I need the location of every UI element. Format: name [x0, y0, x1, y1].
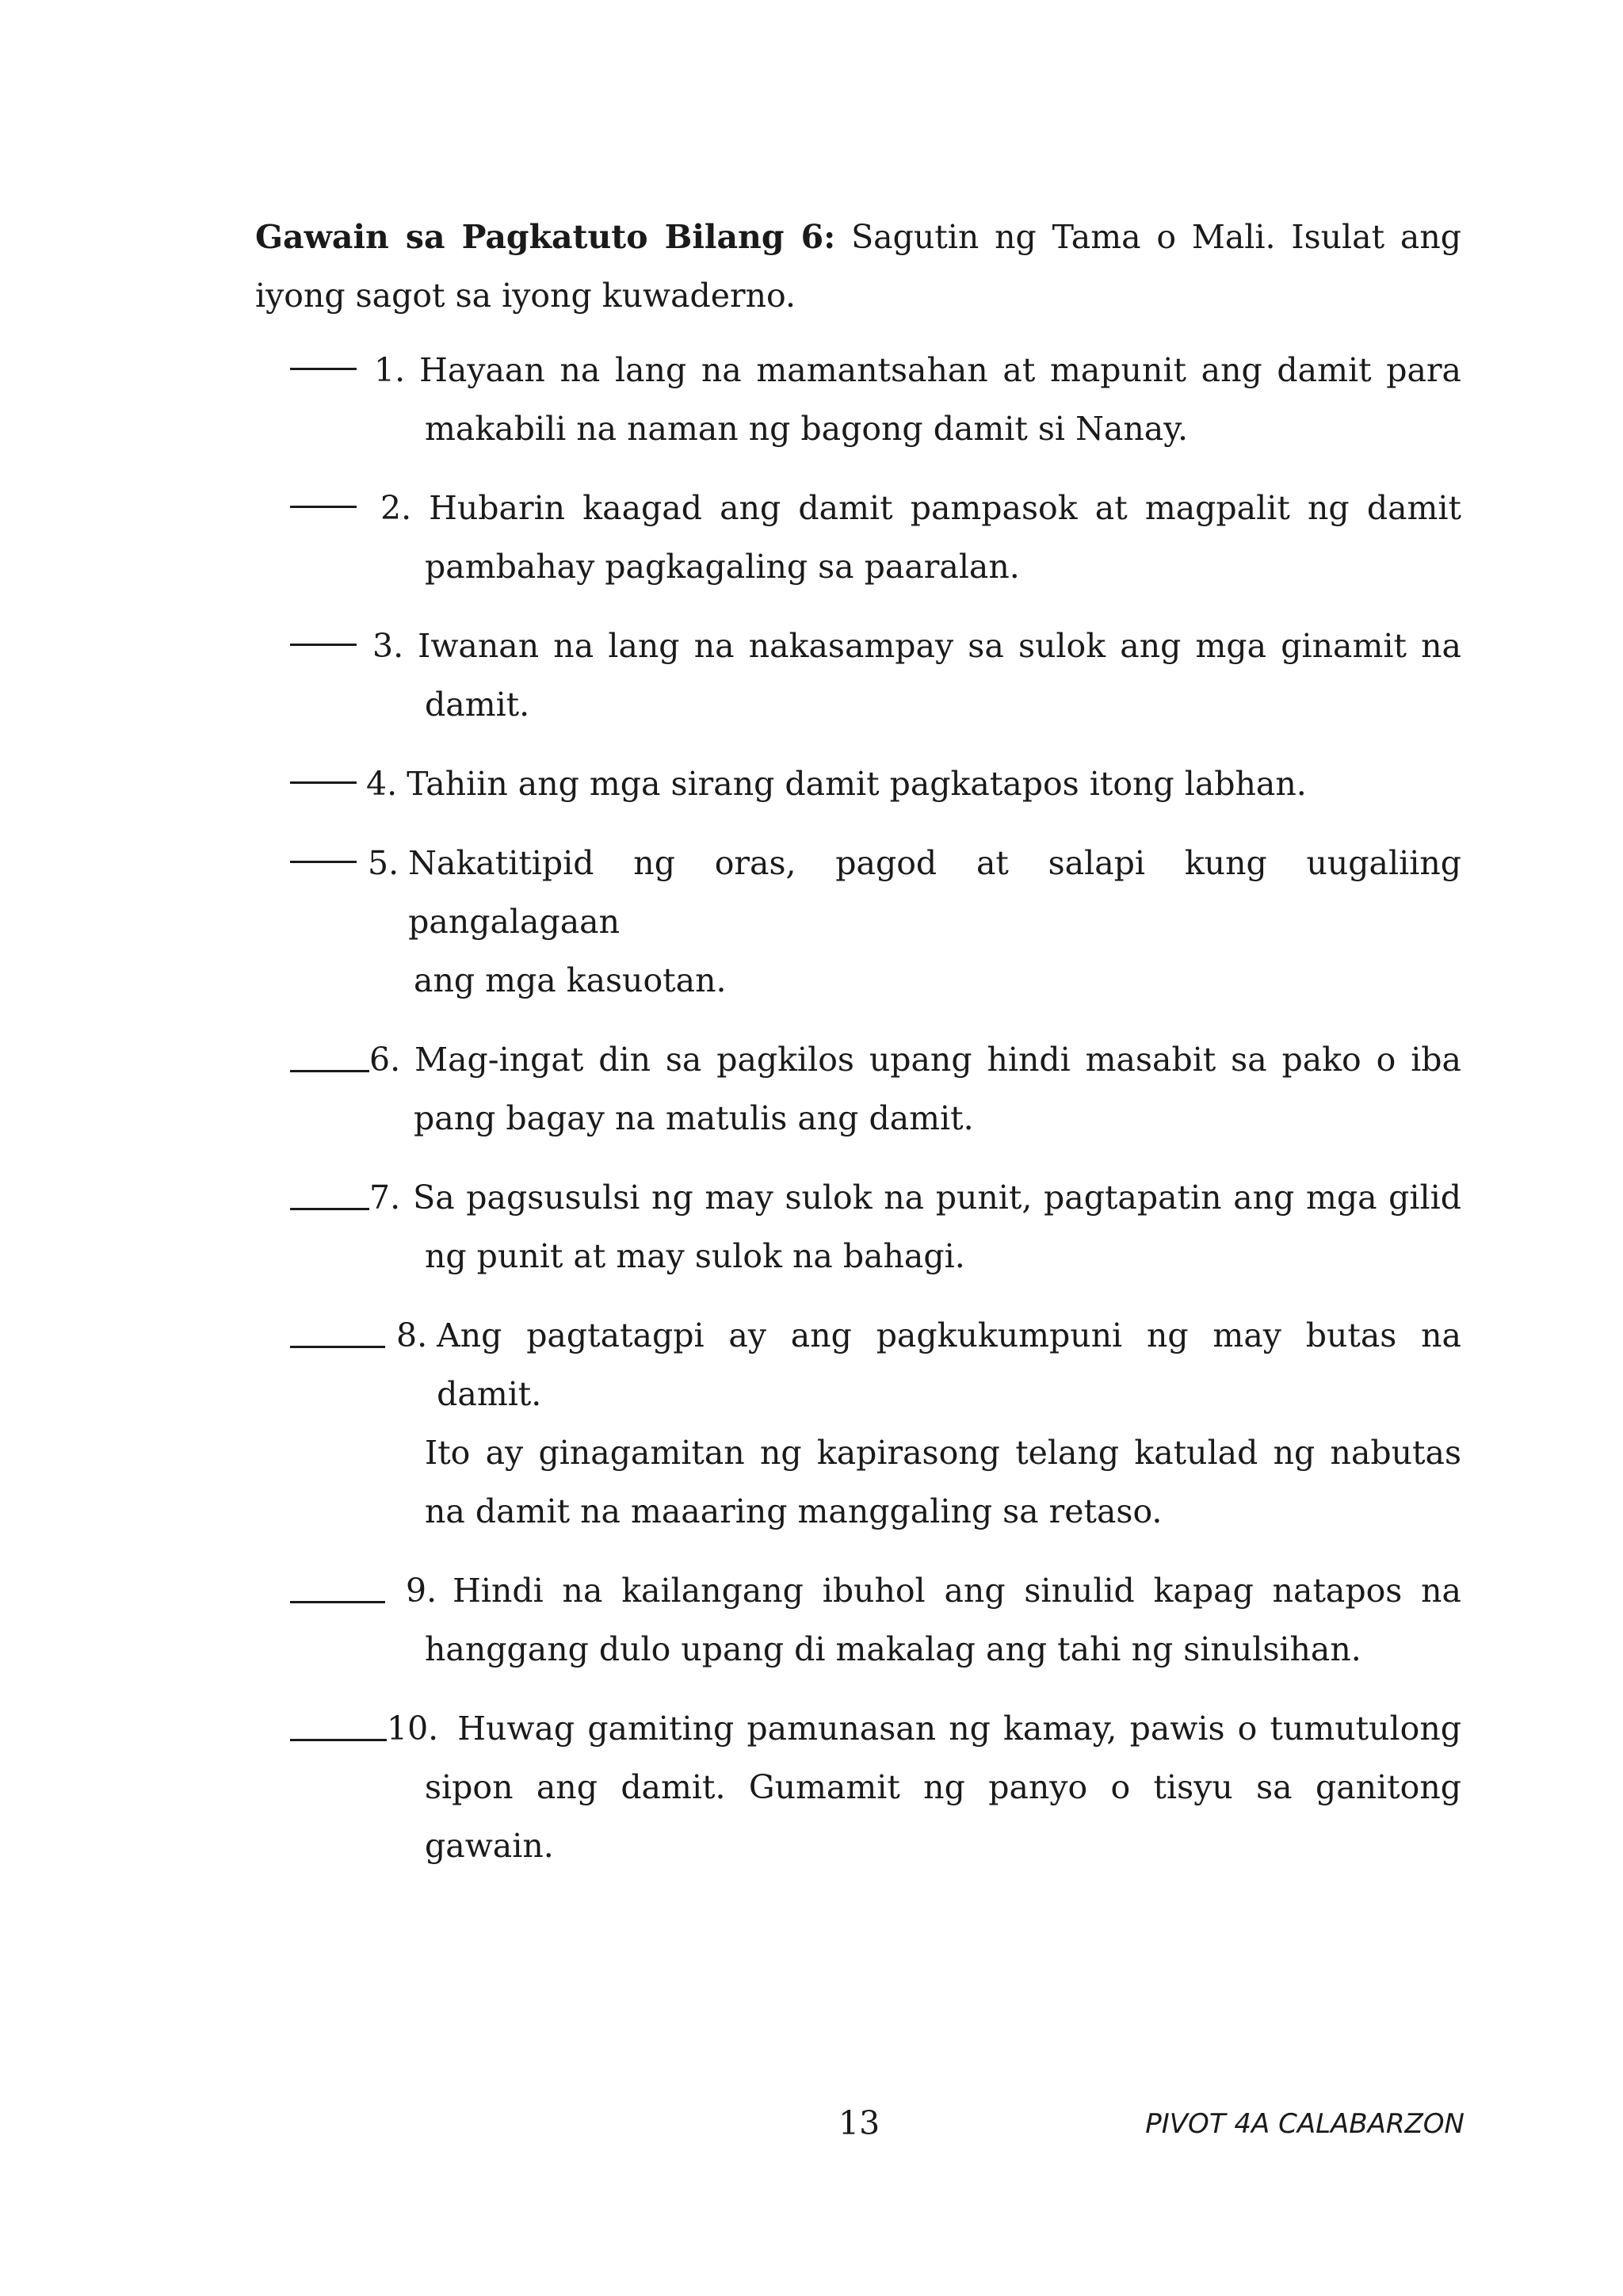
question-number: 3. [372, 627, 404, 665]
question-item [290, 1699, 1461, 1875]
question-number: 7. [369, 1179, 401, 1217]
question-number: 5. [368, 844, 399, 882]
question-text: Tahiin ang mga sirang damit pagkatapos itong labhan. [407, 765, 1307, 803]
question-text-continued: damit. [425, 686, 530, 724]
activity-instructions [255, 208, 1461, 325]
question-number: 4. [366, 765, 398, 803]
question-number: 2. [380, 489, 412, 527]
question-item [290, 617, 1461, 734]
answer-blank[interactable] [290, 781, 357, 784]
answer-blank[interactable] [290, 861, 357, 863]
question-text-continued: pang bagay na matulis ang damit. [414, 1099, 974, 1137]
answer-blank[interactable] [290, 1739, 387, 1741]
question-text: Iwanan na lang na nakasampay sa sulok ang mga ginamit na [418, 627, 1461, 665]
question-text: Huwag gamiting pamunasan ng kamay, pawis o tumutulong [457, 1710, 1461, 1748]
answer-blank[interactable] [290, 1601, 385, 1603]
question-item [290, 1168, 1461, 1286]
question-text: Hubarin kaagad ang damit pampasok at magpalit ng damit [429, 489, 1461, 527]
question-number: 6. [369, 1041, 401, 1079]
question-item [290, 755, 1461, 813]
question-number: 9. [406, 1572, 437, 1610]
question-text: Hayaan na lang na mamantsahan at mapunit ang damit para [419, 351, 1461, 389]
question-item [290, 1030, 1461, 1148]
activity-title: Gawain sa Pagkatuto Bilang 6: [255, 218, 836, 256]
question-text-continued: Ito ay ginagamitan ng kapirasong telang katulad ng nabutas na damit na maaaring manggaling sa retaso. [425, 1434, 1461, 1530]
question-text-continued: pambahay pagkagaling sa paaralan. [425, 548, 1020, 586]
page-number: 13 [838, 2104, 880, 2142]
question-text: Ang pagtatagpi ay ang pagkukumpuni ng may butas na damit. [437, 1316, 1461, 1413]
question-list [290, 341, 1461, 1896]
activity-directions: Sagutin ng Tama o Mali. Isulat ang iyong sagot sa iyong kuwaderno. [255, 218, 1461, 315]
answer-blank[interactable] [290, 1070, 369, 1072]
question-text: Nakatitipid ng oras, pagod at salapi kung uugaliing pangalagaan [408, 844, 1461, 941]
question-text-continued: sipon ang damit. Gumamit ng panyo o tisyu sa ganitong gawain. [425, 1768, 1461, 1865]
answer-blank[interactable] [290, 368, 357, 370]
answer-blank[interactable] [290, 1208, 369, 1210]
question-text-continued: ang mga kasuotan. [414, 961, 727, 999]
answer-blank[interactable] [290, 506, 357, 508]
question-item [290, 1561, 1461, 1679]
question-item [290, 479, 1461, 596]
question-item [290, 341, 1461, 458]
question-text-continued: ng punit at may sulok na bahagi. [425, 1237, 965, 1275]
question-text-continued: hanggang dulo upang di makalag ang tahi ng sinulsihan. [425, 1630, 1361, 1668]
footer-brand: PIVOT 4A CALABARZON [1145, 2108, 1465, 2140]
question-text-continued: makabili na naman ng bagong damit si Nanay. [425, 410, 1188, 448]
question-text: Hindi na kailangang ibuhol ang sinulid kapag natapos na [453, 1572, 1461, 1610]
answer-blank[interactable] [290, 1346, 385, 1348]
question-text: Sa pagsusulsi ng may sulok na punit, pagtapatin ang mga gilid [413, 1179, 1461, 1217]
question-number: 1. [374, 351, 406, 389]
question-text: Mag-ingat din sa pagkilos upang hindi masabit sa pako o iba [414, 1041, 1461, 1079]
question-number: 8. [396, 1316, 428, 1354]
question-number: 10. [387, 1710, 439, 1748]
question-item [290, 834, 1461, 1010]
question-item [290, 1306, 1461, 1541]
answer-blank[interactable] [290, 644, 357, 646]
